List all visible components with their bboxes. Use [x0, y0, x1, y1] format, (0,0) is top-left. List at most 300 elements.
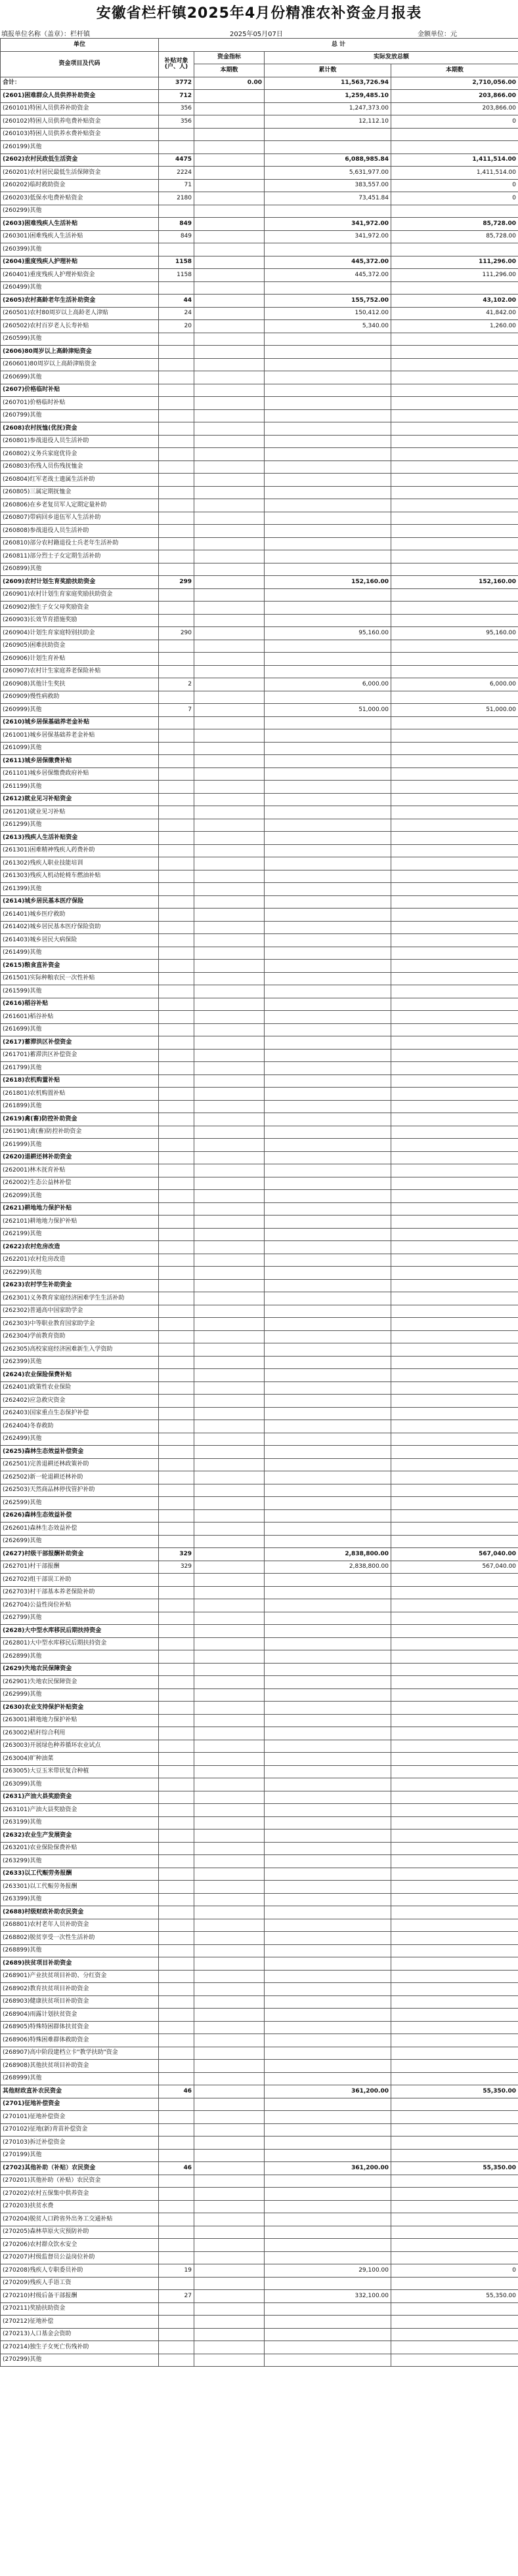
row-current [391, 1023, 518, 1036]
row-name: (260905)困难扶助资金 [1, 640, 159, 653]
row-current: 0 [391, 192, 518, 205]
row-current: 152,160.00 [391, 576, 518, 589]
row-current [391, 2328, 518, 2341]
row-name: (270204)脱贫人口跨省外出务工交通补贴 [1, 2213, 159, 2226]
table-row [1, 1062, 518, 1075]
row-fund [194, 1484, 265, 1497]
row-fund [194, 1190, 265, 1203]
header-actual: 实际发放总额 [265, 51, 518, 64]
table-row [1, 870, 518, 883]
row-people: 46 [159, 2085, 194, 2098]
row-cumulative [265, 205, 391, 218]
table-row [1, 1088, 518, 1101]
row-cumulative [265, 1906, 391, 1919]
row-current [391, 844, 518, 857]
row-current [391, 1330, 518, 1343]
row-people [159, 1126, 194, 1139]
row-name: (260203)低保水电费补贴资金 [1, 192, 159, 205]
row-name: (262002)生态公益林补偿 [1, 1177, 159, 1190]
row-cumulative [265, 1637, 391, 1650]
row-people [159, 2188, 194, 2201]
row-fund [194, 153, 265, 167]
report-meta [0, 28, 518, 38]
table-row [1, 499, 518, 512]
row-name: (260601)80周岁以上高龄津贴资金 [1, 358, 159, 371]
table-row [1, 2290, 518, 2303]
row-name: (2633)以工代赈劳务报酬 [1, 1868, 159, 1881]
row-fund [194, 1433, 265, 1446]
row-current: 0 [391, 115, 518, 129]
row-cumulative [265, 2149, 391, 2162]
table-row [1, 1957, 518, 1971]
row-fund [194, 2085, 265, 2098]
row-current [391, 793, 518, 806]
row-cumulative [265, 422, 391, 436]
row-name: (260502)农村百岁老人长寿补贴 [1, 320, 159, 333]
row-name: (262599)其他 [1, 1497, 159, 1510]
row-name: (260799)其他 [1, 409, 159, 422]
row-people [159, 1676, 194, 1689]
row-current [391, 1484, 518, 1497]
row-name: (262699)其他 [1, 1535, 159, 1548]
table-row [1, 563, 518, 576]
row-fund [194, 1676, 265, 1689]
row-fund [194, 281, 265, 295]
row-people: 299 [159, 576, 194, 589]
row-name: (261402)城乡居民基本医疗保险资助 [1, 921, 159, 934]
table-row [1, 512, 518, 525]
row-people [159, 844, 194, 857]
row-name: (2624)农业保险保费补贴 [1, 1369, 159, 1382]
row-fund [194, 998, 265, 1011]
row-people [159, 2328, 194, 2341]
row-people [159, 1970, 194, 1983]
row-name: (260102)特困人员供养电费补贴资金 [1, 115, 159, 129]
row-fund [194, 1407, 265, 1420]
row-people [159, 435, 194, 448]
row-people [159, 947, 194, 960]
row-cumulative [265, 1753, 391, 1766]
table-row [1, 844, 518, 857]
row-people [159, 205, 194, 218]
row-fund [194, 2123, 265, 2136]
row-current: 0 [391, 2264, 518, 2278]
row-cumulative [265, 2060, 391, 2073]
row-name: (270213)人口基金会资助 [1, 2328, 159, 2341]
row-cumulative [265, 1830, 391, 1843]
row-people: 849 [159, 218, 194, 231]
row-people: 2180 [159, 192, 194, 205]
row-fund [194, 857, 265, 870]
row-current [391, 1816, 518, 1830]
table-row [1, 1113, 518, 1126]
row-cumulative [265, 1765, 391, 1778]
table-row [1, 1267, 518, 1280]
row-people [159, 550, 194, 563]
row-people [159, 1062, 194, 1075]
table-row [1, 716, 518, 729]
table-row [1, 1164, 518, 1177]
row-fund [194, 2111, 265, 2124]
table-row [1, 602, 518, 615]
row-cumulative [265, 448, 391, 461]
row-cumulative: 383,557.00 [265, 179, 391, 192]
row-cumulative [265, 921, 391, 934]
table-row [1, 1318, 518, 1331]
row-people [159, 588, 194, 602]
row-name: (262401)政策性农业保险 [1, 1381, 159, 1395]
row-cumulative [265, 1868, 391, 1881]
row-current [391, 1637, 518, 1650]
row-name: (262503)天然商品林停伐管护补助 [1, 1484, 159, 1497]
row-cumulative [265, 832, 391, 845]
row-current [391, 2021, 518, 2034]
row-current [391, 767, 518, 781]
row-cumulative [265, 346, 391, 359]
row-fund [194, 1548, 265, 1561]
table-row [1, 1074, 518, 1088]
row-fund [194, 102, 265, 115]
row-current: 203,866.00 [391, 102, 518, 115]
table-row [1, 1497, 518, 1510]
row-cumulative [265, 1523, 391, 1536]
row-cumulative [265, 602, 391, 615]
row-current [391, 384, 518, 397]
row-current: 6,000.00 [391, 678, 518, 691]
row-fund [194, 2149, 265, 2162]
header-total: 总 计 [159, 39, 518, 52]
row-people: 329 [159, 1561, 194, 1574]
report-date: 2025年05月07日 [230, 31, 283, 38]
row-cumulative [265, 435, 391, 448]
row-cumulative: 95,160.00 [265, 627, 391, 640]
row-name: (260199)其他 [1, 141, 159, 154]
row-fund [194, 1113, 265, 1126]
row-current [391, 2047, 518, 2060]
row-name: (2701)征地补偿资金 [1, 2098, 159, 2111]
row-fund [194, 1509, 265, 1523]
row-current [391, 460, 518, 474]
row-cumulative [265, 1395, 391, 1408]
row-people [159, 895, 194, 909]
row-name: (263003)开展绿色种养循环农业试点 [1, 1740, 159, 1753]
row-fund [194, 2316, 265, 2329]
row-fund [194, 1561, 265, 1574]
row-people [159, 1702, 194, 1715]
row-people [159, 141, 194, 154]
row-cumulative [265, 397, 391, 410]
row-current: 55,350.00 [391, 2290, 518, 2303]
table-row [1, 537, 518, 550]
table-row [1, 179, 518, 192]
row-people [159, 2136, 194, 2150]
row-cumulative [265, 2098, 391, 2111]
row-cumulative [265, 2354, 391, 2367]
row-name: (262499)其他 [1, 1433, 159, 1446]
table-row [1, 640, 518, 653]
row-cumulative [265, 1509, 391, 1523]
row-fund [194, 1088, 265, 1101]
row-fund [194, 1881, 265, 1894]
row-name: (263301)以工代赈劳务报酬 [1, 1881, 159, 1894]
row-people [159, 755, 194, 768]
row-name: (260903)长效节育措施奖励 [1, 614, 159, 627]
row-current [391, 1458, 518, 1471]
table-row [1, 755, 518, 768]
row-name: (263001)耕地地力保护补贴 [1, 1714, 159, 1727]
table-row [1, 1548, 518, 1561]
row-people: 356 [159, 115, 194, 129]
row-name: (2613)残疾人生活补贴资金 [1, 832, 159, 845]
row-current [391, 1318, 518, 1331]
row-current: 1,411,514.00 [391, 153, 518, 167]
row-people [159, 2316, 194, 2329]
row-people [159, 422, 194, 436]
table-row [1, 691, 518, 704]
row-people [159, 857, 194, 870]
row-cumulative [265, 909, 391, 922]
row-cumulative [265, 819, 391, 832]
row-cumulative [265, 1714, 391, 1727]
row-cumulative [265, 1995, 391, 2009]
row-cumulative [265, 844, 391, 857]
row-fund [194, 1778, 265, 1791]
row-name: (261199)其他 [1, 781, 159, 794]
table-row [1, 230, 518, 243]
row-name: (262403)国家重点生态保护补偿 [1, 1407, 159, 1420]
row-current [391, 1702, 518, 1715]
row-name: (262301)义务教育家庭经济困难学生生活补助 [1, 1292, 159, 1305]
table-row [1, 883, 518, 896]
row-people [159, 1216, 194, 1229]
row-fund [194, 1049, 265, 1062]
row-name: (2631)产油大县奖励资金 [1, 1791, 159, 1804]
row-cumulative [265, 640, 391, 653]
row-name: (2625)森林生态效益补偿资金 [1, 1446, 159, 1459]
row-cumulative: 6,000.00 [265, 678, 391, 691]
row-current [391, 819, 518, 832]
row-cumulative: 5,631,977.00 [265, 167, 391, 180]
row-fund [194, 947, 265, 960]
row-fund [194, 1318, 265, 1331]
table-row [1, 320, 518, 333]
row-current [391, 947, 518, 960]
row-name: (261899)其他 [1, 1100, 159, 1113]
table-row [1, 1471, 518, 1484]
table-row [1, 2021, 518, 2034]
row-name: (262501)完善退耕还林政策补助 [1, 1458, 159, 1471]
row-current [391, 1740, 518, 1753]
row-cumulative [265, 474, 391, 487]
row-current [391, 1893, 518, 1906]
row-current [391, 512, 518, 525]
table-row [1, 1484, 518, 1497]
row-fund [194, 1228, 265, 1241]
row-cumulative [265, 1970, 391, 1983]
row-current [391, 2226, 518, 2239]
row-fund [194, 192, 265, 205]
row-current [391, 1202, 518, 1216]
row-current [391, 895, 518, 909]
row-fund [194, 1420, 265, 1433]
table-row [1, 947, 518, 960]
row-people [159, 665, 194, 678]
row-cumulative [265, 1202, 391, 1216]
row-people [159, 1318, 194, 1331]
row-current [391, 2354, 518, 2367]
row-fund [194, 588, 265, 602]
row-current [391, 1446, 518, 1459]
table-row [1, 2085, 518, 2098]
table-row [1, 704, 518, 717]
table-row [1, 1254, 518, 1267]
row-cumulative [265, 2072, 391, 2085]
row-current [391, 1688, 518, 1702]
table-row [1, 2316, 518, 2329]
row-people [159, 1727, 194, 1740]
row-current: 111,296.00 [391, 269, 518, 282]
row-people [159, 1957, 194, 1971]
row-people [159, 1842, 194, 1855]
table-row [1, 1177, 518, 1190]
header-current: 本期数 [391, 64, 518, 77]
row-name: (2612)就业见习补贴资金 [1, 793, 159, 806]
row-current [391, 2098, 518, 2111]
table-row [1, 2060, 518, 2073]
row-name: (263199)其他 [1, 1816, 159, 1830]
row-cumulative [265, 1688, 391, 1702]
row-current [391, 1586, 518, 1599]
row-current [391, 1228, 518, 1241]
header-cumulative: 累计数 [265, 64, 391, 77]
row-fund [194, 2200, 265, 2213]
row-name: (270208)残疾人专职委员补助 [1, 2264, 159, 2278]
table-row [1, 525, 518, 538]
row-name: (270103)拆迁补偿资金 [1, 2136, 159, 2150]
row-fund [194, 909, 265, 922]
row-people [159, 1995, 194, 2009]
table-header [1, 39, 518, 77]
row-people [159, 1855, 194, 1868]
row-cumulative [265, 1944, 391, 1957]
row-fund [194, 218, 265, 231]
row-cumulative [265, 1023, 391, 1036]
row-current [391, 1471, 518, 1484]
row-name: (268905)特殊特困群体扶贫资金 [1, 2021, 159, 2034]
row-people [159, 333, 194, 346]
row-name: (260810)部分农村籍退役士兵老年生活补助 [1, 537, 159, 550]
row-fund [194, 627, 265, 640]
table-row [1, 2200, 518, 2213]
row-cumulative [265, 1816, 391, 1830]
row-name: (260803)伤残人员伤残抚恤金 [1, 460, 159, 474]
row-current [391, 1727, 518, 1740]
row-people [159, 1164, 194, 1177]
row-current [391, 1970, 518, 1983]
row-current [391, 716, 518, 729]
table-row [1, 1279, 518, 1292]
header-fund-current: 本期数 [194, 64, 265, 77]
row-people [159, 1535, 194, 1548]
row-people [159, 1599, 194, 1612]
row-fund [194, 1369, 265, 1382]
row-current [391, 474, 518, 487]
table-row [1, 2034, 518, 2047]
row-current [391, 1279, 518, 1292]
row-fund [194, 767, 265, 781]
row-people [159, 243, 194, 256]
row-name: (260103)特困人员供养水费补贴资金 [1, 128, 159, 141]
row-people [159, 1254, 194, 1267]
table-row [1, 2354, 518, 2367]
table-row [1, 1023, 518, 1036]
row-fund [194, 358, 265, 371]
row-fund [194, 1254, 265, 1267]
row-fund [194, 1753, 265, 1766]
row-name: (270203)扶贫水费 [1, 2200, 159, 2213]
row-fund [194, 1944, 265, 1957]
row-name: (2627)村级干部报酬补助资金 [1, 1548, 159, 1561]
row-name: (260399)其他 [1, 243, 159, 256]
row-current [391, 1407, 518, 1420]
table-row [1, 1816, 518, 1830]
row-cumulative [265, 2034, 391, 2047]
row-fund [194, 1586, 265, 1599]
row-cumulative [265, 1267, 391, 1280]
row-current [391, 588, 518, 602]
row-name: (260804)红军老战士遗属生活补助 [1, 474, 159, 487]
row-people [159, 2251, 194, 2264]
row-cumulative [265, 1049, 391, 1062]
row-current [391, 1983, 518, 1996]
row-fund [194, 678, 265, 691]
table-row [1, 1855, 518, 1868]
row-name: (2620)退耕还林补助资金 [1, 1151, 159, 1164]
table-row [1, 409, 518, 422]
row-cumulative [265, 1151, 391, 1164]
row-fund [194, 1688, 265, 1702]
row-people [159, 1420, 194, 1433]
row-cumulative: 2,838,800.00 [265, 1548, 391, 1561]
row-people [159, 921, 194, 934]
row-current: 0 [391, 179, 518, 192]
row-people: 46 [159, 2162, 194, 2175]
row-current [391, 2316, 518, 2329]
row-cumulative [265, 512, 391, 525]
row-people [159, 1881, 194, 1894]
row-current [391, 2277, 518, 2290]
row-cumulative: 332,100.00 [265, 2290, 391, 2303]
row-cumulative [265, 1330, 391, 1343]
row-current [391, 614, 518, 627]
table-row [1, 1727, 518, 1740]
row-fund [194, 512, 265, 525]
row-fund [194, 895, 265, 909]
row-people [159, 1650, 194, 1664]
row-name: (2622)农村危房改造 [1, 1241, 159, 1254]
row-current [391, 985, 518, 998]
row-people [159, 1113, 194, 1126]
table-row [1, 614, 518, 627]
row-people [159, 1088, 194, 1101]
row-name: (260999)其他 [1, 704, 159, 717]
row-fund [194, 2290, 265, 2303]
row-people [159, 1612, 194, 1625]
row-current [391, 665, 518, 678]
row-current [391, 755, 518, 768]
table-row [1, 806, 518, 819]
row-name: (262999)其他 [1, 1688, 159, 1702]
